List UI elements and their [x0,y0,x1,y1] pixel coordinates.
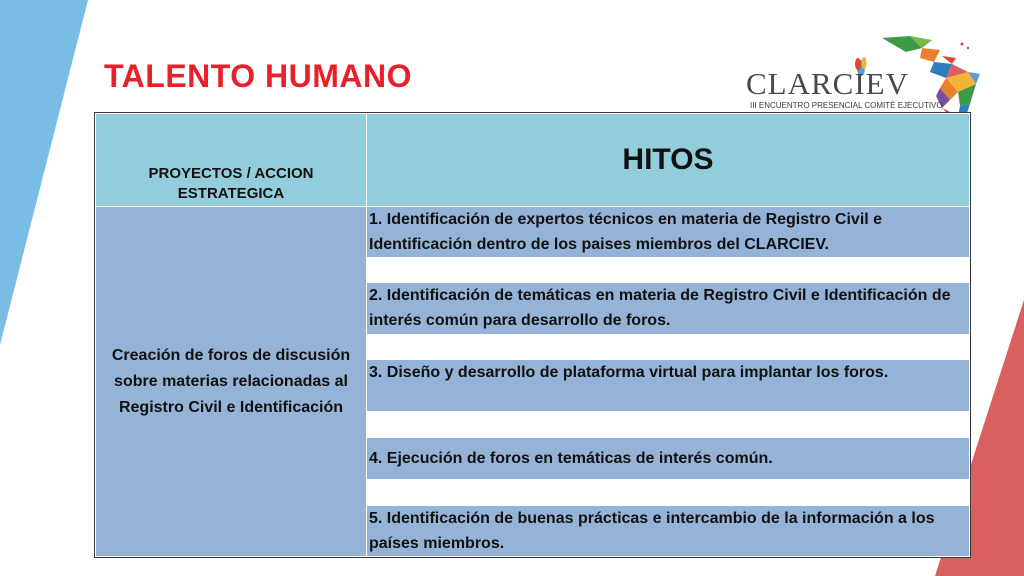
milestone-1: 1. Identificación de expertos técnicos en materia de Registro Civil e Identificación dentro de los paises miembros del CLARCIEV. [367,207,970,258]
milestone-2: 2. Identificación de temáticas en materia de Registro Civil e Identificación de interés común para desarrollo de foros. [367,283,970,335]
blank-cell [367,335,970,360]
logo-subtitle: III ENCUENTRO PRESENCIAL COMITÉ EJECUTIVO [750,101,943,110]
logo-name: CLARCIEV [746,66,909,101]
page-title: TALENTO HUMANO [104,58,413,94]
blank-cell [367,258,970,283]
table-row [96,207,970,258]
project-cell: Creación de foros de discusión sobre materias relacionadas al Registro Civil e Identificación [96,207,367,557]
clarciev-logo [742,34,982,116]
milestone-5: 5. Identificación de buenas prácticas e intercambio de la información a los países miembros. [367,506,970,557]
table-header-row [96,114,970,207]
header-project: PROYECTOS / ACCION ESTRATEGICA [96,114,367,207]
header-milestones: HITOS [367,114,970,207]
blank-cell [367,412,970,438]
blank-cell [367,480,970,506]
milestone-3: 3. Diseño y desarrollo de plataforma virtual para implantar los foros. [367,360,970,412]
milestones-table [95,113,970,557]
left-blue-stripe [0,0,88,345]
milestone-4: 4. Ejecución de foros en temáticas de interés común. [367,438,970,480]
